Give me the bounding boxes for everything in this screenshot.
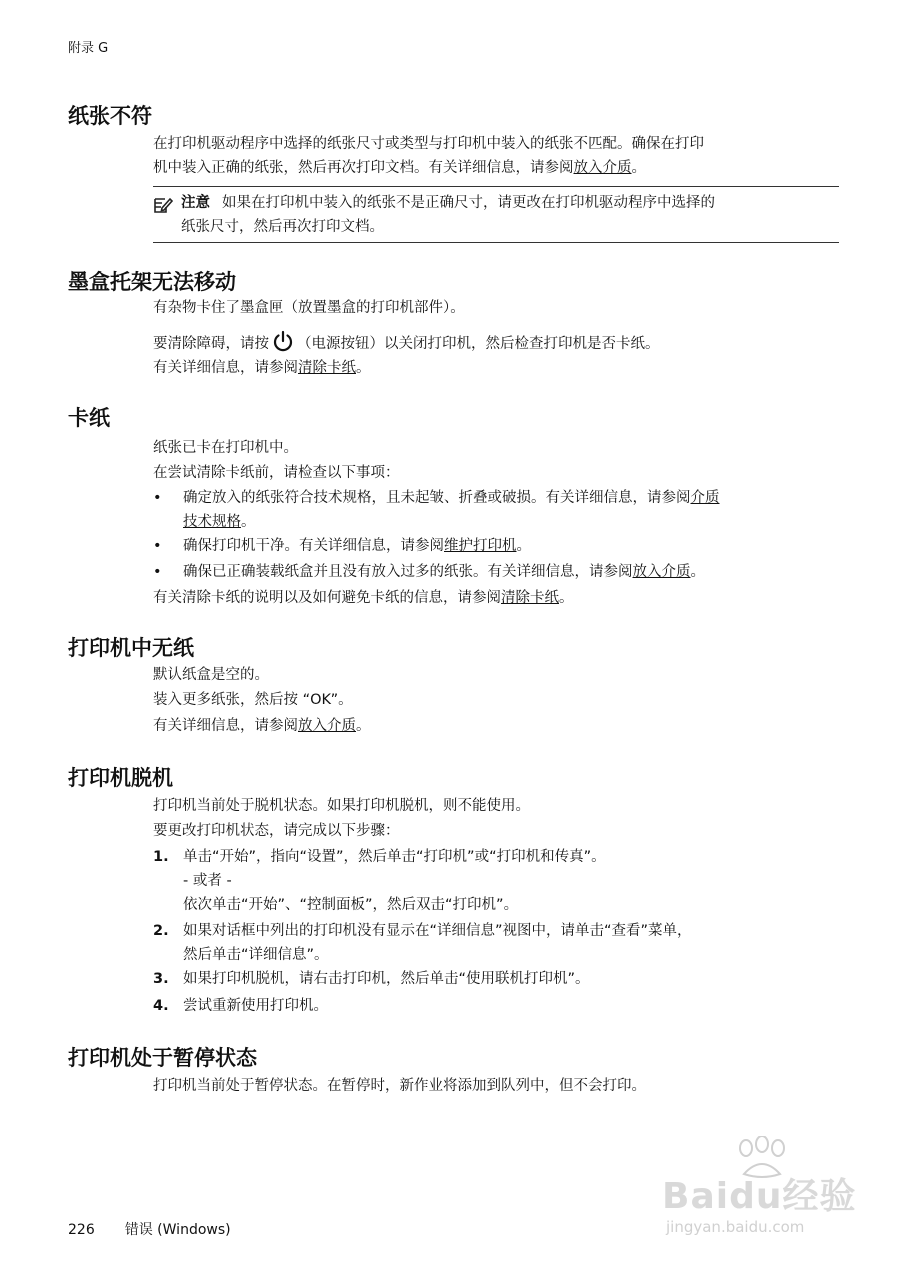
paragraph: 纸张已卡在打印机中。 — [153, 440, 298, 456]
link-maintain-printer[interactable]: 维护打印机 — [444, 538, 517, 554]
text: 单击“开始”，指向“设置”，然后单击“打印机”或“打印机和传真”。 — [183, 849, 606, 865]
note-text — [181, 191, 839, 239]
page-number: 226 — [68, 1222, 95, 1238]
text: 如果对话框中列出的打印机没有显示在“详细信息”视图中，请单击“查看”菜单， — [183, 923, 692, 939]
paragraph — [153, 714, 843, 738]
watermark-url: jingyan.baidu.com — [666, 1218, 805, 1236]
step-number: 4. — [153, 998, 169, 1014]
paragraph: 要更改打印机状态，请完成以下步骤： — [153, 823, 400, 839]
paragraph — [153, 586, 843, 610]
running-header: 附录 G — [68, 41, 109, 56]
text: 确保已正确装载纸盒并且没有放入过多的纸张。有关详细信息，请参阅 — [183, 564, 633, 580]
list-item-text — [183, 560, 843, 584]
paragraph — [153, 356, 843, 380]
list-item-text: 尝试重新使用打印机。 — [183, 998, 328, 1014]
step-number: 2. — [153, 923, 169, 939]
text: 确保打印机干净。有关详细信息，请参阅 — [183, 538, 444, 554]
bullet: • — [153, 538, 162, 554]
bullet: • — [153, 564, 162, 580]
text: 如果在打印机中装入的纸张不是正确尺寸，请更改在打印机驱动程序中选择的 — [222, 195, 715, 211]
paragraph: 打印机当前处于脱机状态。如果打印机脱机，则不能使用。 — [153, 798, 530, 814]
baidu-watermark — [662, 1136, 872, 1246]
watermark-logo: Baidu经验 — [662, 1176, 857, 1217]
text: 要清除障碍，请按 — [153, 336, 269, 352]
paragraph: 有杂物卡住了墨盒匣（放置墨盒的打印机部件）。 — [153, 300, 465, 316]
footer-section: 错误 (Windows) — [124, 1222, 231, 1238]
step-number: 1. — [153, 849, 169, 865]
list-item-text: 如果打印机脱机，请右击打印机，然后单击“使用联机打印机”。 — [183, 971, 590, 987]
link-clear-jams[interactable]: 清除卡纸 — [298, 360, 356, 376]
step-number: 3. — [153, 971, 169, 987]
section-title-carriage-stall: 墨盒托架无法移动 — [68, 270, 236, 294]
link-load-media[interactable]: 放入介质 — [632, 564, 691, 580]
text: 。 — [690, 564, 705, 580]
text: 机中装入正确的纸张，然后再次打印文档。有关详细信息，请参阅 — [153, 160, 574, 176]
text: 依次单击“开始”、“控制面板”，然后双击“打印机”。 — [183, 897, 519, 913]
text: 。 — [631, 160, 646, 176]
text: 纸张尺寸，然后再次打印文档。 — [181, 219, 384, 235]
list-item — [153, 919, 843, 967]
bullet: • — [153, 490, 162, 506]
section-title-printer-paused: 打印机处于暂停状态 — [68, 1046, 257, 1070]
text: 。 — [356, 718, 371, 734]
text: 有关详细信息，请参阅 — [153, 718, 298, 734]
list-item-text — [183, 534, 843, 558]
list-item-text — [183, 486, 843, 534]
link-media-specs[interactable]: 介质 — [690, 490, 720, 506]
link-media-specs-cont[interactable]: 技术规格 — [183, 514, 241, 530]
text: 。 — [516, 538, 531, 554]
paragraph-power — [153, 330, 843, 356]
list-item — [153, 845, 843, 917]
list-item-text — [183, 845, 843, 917]
power-icon — [272, 330, 294, 352]
list-item — [153, 486, 843, 534]
text: 然后单击“详细信息”。 — [183, 947, 329, 963]
paragraph: 在尝试清除卡纸前，请检查以下事项： — [153, 465, 400, 481]
list-item-text — [183, 919, 843, 967]
section-title-out-of-paper: 打印机中无纸 — [68, 636, 194, 660]
paragraph: 默认纸盒是空的。 — [153, 667, 269, 683]
paper-mismatch-paragraph — [153, 132, 843, 180]
link-load-media[interactable]: 放入介质 — [298, 718, 356, 734]
text: 有关详细信息，请参阅 — [153, 360, 298, 376]
text: 在打印机驱动程序中选择的纸张尺寸或类型与打印机中装入的纸张不匹配。确保在打印 — [153, 136, 704, 152]
text: 。 — [559, 590, 574, 606]
text: （电源按钮）以关闭打印机，然后检查打印机是否卡纸。 — [297, 336, 660, 352]
section-title-printer-offline: 打印机脱机 — [68, 766, 173, 790]
section-title-paper-jam: 卡纸 — [68, 406, 110, 430]
paragraph: 装入更多纸张，然后按 “OK”。 — [153, 692, 353, 708]
note-box — [153, 186, 839, 243]
section-title-paper-mismatch: 纸张不符 — [68, 104, 152, 128]
text: 。 — [356, 360, 371, 376]
text: 有关清除卡纸的说明以及如何避免卡纸的信息，请参阅 — [153, 590, 501, 606]
link-clear-jams[interactable]: 清除卡纸 — [501, 590, 559, 606]
text: 。 — [241, 514, 256, 530]
text: 确定放入的纸张符合技术规格，且未起皱、折叠或破损。有关详细信息，请参阅 — [183, 490, 691, 506]
note-label: 注意 — [181, 195, 210, 211]
note-icon — [153, 195, 173, 215]
paragraph: 打印机当前处于暂停状态。在暂停时，新作业将添加到队列中，但不会打印。 — [153, 1078, 646, 1094]
link-load-media[interactable]: 放入介质 — [573, 160, 632, 176]
page-footer — [68, 1219, 231, 1239]
text: - 或者 - — [183, 873, 232, 889]
